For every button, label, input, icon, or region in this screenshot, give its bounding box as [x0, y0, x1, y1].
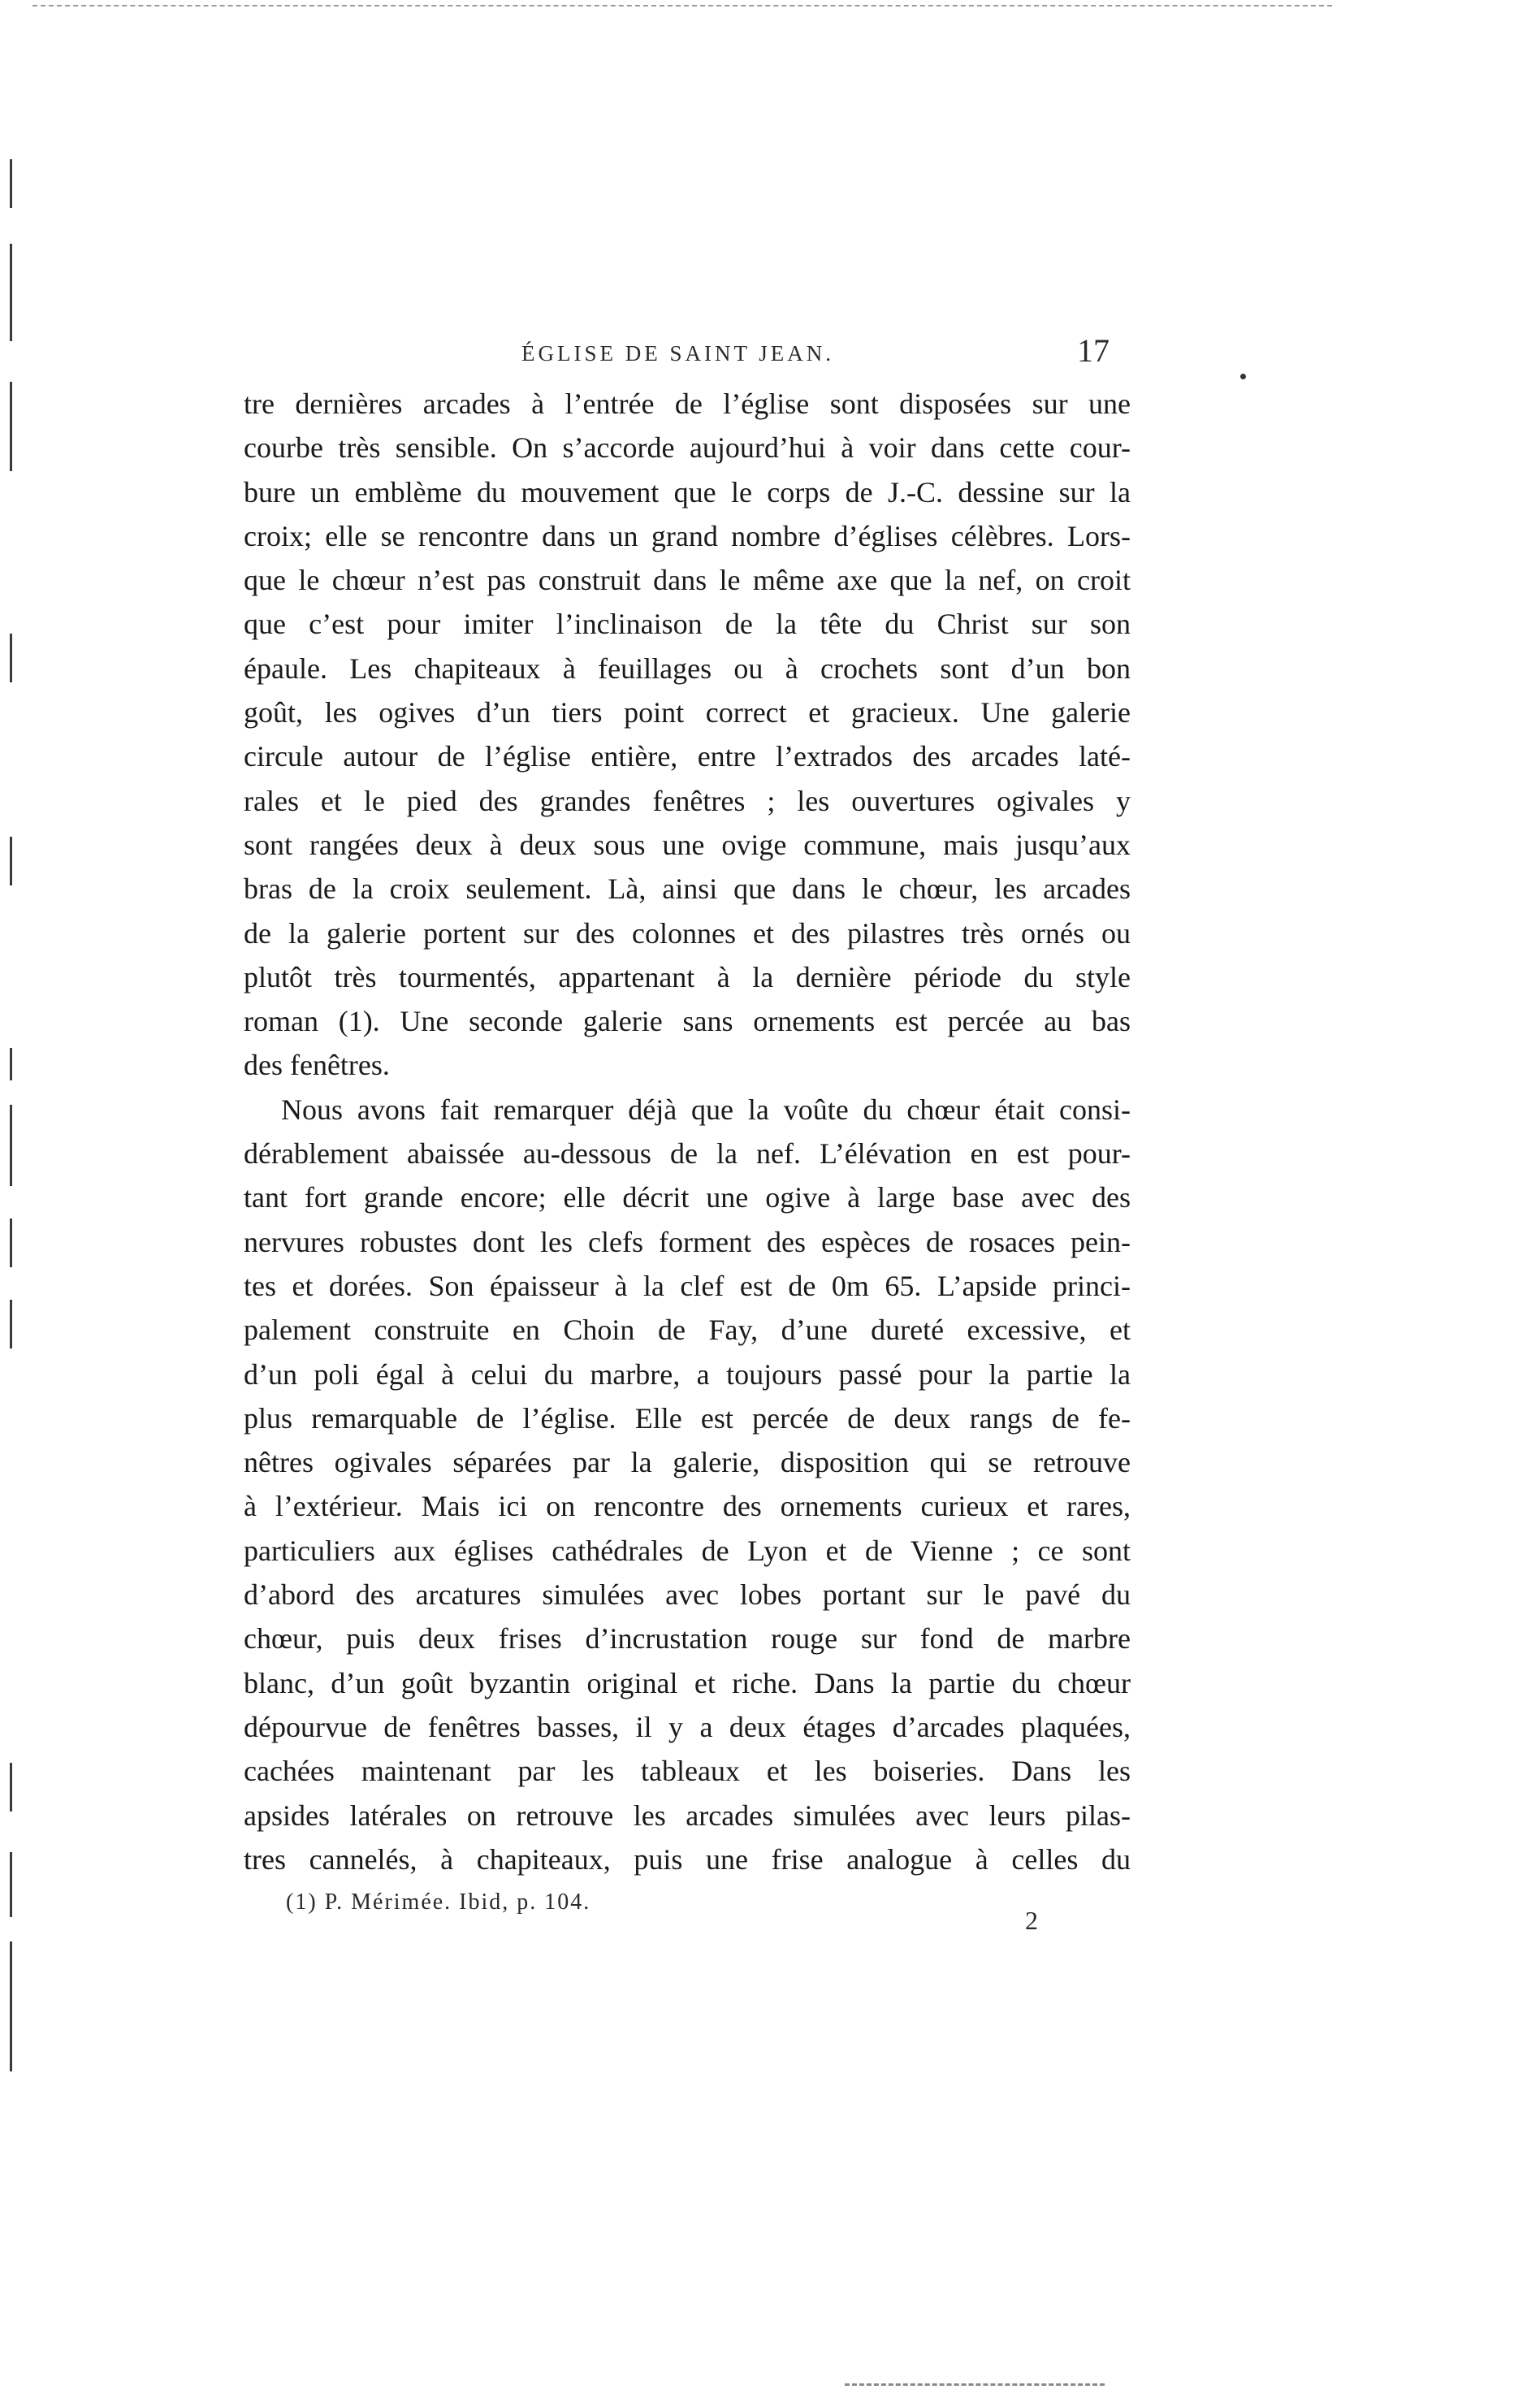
text-line: épaule. Les chapiteaux à feuillages ou à crochets sont d’un bon: [244, 651, 1131, 685]
scan-margin-mark: [10, 244, 12, 341]
text-line: tant fort grande encore; elle décrit une ogive à large base avec des: [244, 1181, 1131, 1214]
text-line: bras de la croix seulement. Là, ainsi que dans le chœur, les arcades: [244, 872, 1131, 906]
text-line: tre dernières arcades à l’entrée de l’église sont disposées sur une: [244, 387, 1131, 420]
text-line: plus remarquable de l’église. Elle est percée de deux rangs de fe-: [244, 1401, 1131, 1435]
text-line: d’abord des arcatures simulées avec lobes portant sur le pavé du: [244, 1578, 1131, 1612]
text-line: sont rangées deux à deux sous une ovige commune, mais jusqu’aux: [244, 828, 1131, 861]
text-line: cachées maintenant par les tableaux et les boiseries. Dans les: [244, 1755, 1131, 1788]
text-line: tres cannelés, à chapiteaux, puis une frise analogue à celles du: [244, 1842, 1131, 1876]
text-line: courbe très sensible. On s’accorde aujourd’hui à voir dans cette cour-: [244, 431, 1131, 465]
running-head: [244, 331, 1137, 380]
text-line: palement construite en Choin de Fay, d’une dureté excessive, et: [244, 1314, 1131, 1347]
text-line: bure un emblème du mouvement que le corps de J.-C. dessine sur la: [244, 475, 1131, 509]
footnote: (1) P. Mérimée. Ibid, p. 104.: [286, 1889, 591, 1915]
scan-margin-mark: [10, 382, 12, 471]
scan-margin-mark: [10, 634, 12, 682]
text-line: plutôt très tourmentés, appartenant à la dernière période du style: [244, 960, 1131, 993]
page-number: 17: [1077, 332, 1110, 369]
text-line: particuliers aux églises cathédrales de Lyon et de Vienne ; ce sont: [244, 1534, 1131, 1567]
text-line: d’un poli égal à celui du marbre, a toujours passé pour la partie la: [244, 1357, 1131, 1391]
scan-margin-mark: [10, 1300, 12, 1348]
text-line: que c’est pour imiter l’inclinaison de la tête du Christ sur son: [244, 608, 1131, 641]
text-line: Nous avons fait remarquer déjà que la voûte du chœur était consi-: [281, 1093, 1131, 1126]
running-title: ÉGLISE DE SAINT JEAN.: [521, 341, 834, 366]
scan-margin-mark: [10, 1105, 12, 1186]
text-line: goût, les ogives d’un tiers point correct et gracieux. Une galerie: [244, 696, 1131, 729]
text-line: nêtres ogivales séparées par la galerie, disposition qui se retrouve: [244, 1446, 1131, 1479]
text-line: à l’extérieur. Mais ici on rencontre des ornements curieux et rares,: [244, 1490, 1131, 1523]
body-text: [244, 382, 1131, 1881]
text-line: tes et dorées. Son épaisseur à la clef est de 0m 65. L’apside princi-: [244, 1269, 1131, 1302]
text-line: de la galerie portent sur des colonnes et des pilastres très ornés ou: [244, 916, 1131, 950]
scan-margin-mark: [10, 1763, 12, 1811]
signature-mark: 2: [1025, 1906, 1038, 1935]
text-line: dérablement abaissée au-dessous de la nef. L’élévation en est pour-: [244, 1137, 1131, 1171]
scan-margin-mark: [10, 159, 12, 208]
text-line: nervures robustes dont les clefs forment des espèces de rosaces pein-: [244, 1225, 1131, 1258]
scan-margin-mark: [10, 1852, 12, 1917]
scan-margin-mark: [10, 837, 12, 885]
scan-margin-mark: [10, 2015, 12, 2071]
ink-dot-mark: [1240, 374, 1246, 379]
text-line: rales et le pied des grandes fenêtres ; les ouvertures ogivales y: [244, 784, 1131, 817]
text-line: roman (1). Une seconde galerie sans ornements est percée au bas: [244, 1005, 1131, 1038]
text-line: dépourvue de fenêtres basses, il y a deux étages d’arcades plaquées,: [244, 1710, 1131, 1743]
scan-edge-rule-bottom: [845, 2383, 1105, 2386]
text-line: que le chœur n’est pas construit dans le même axe que la nef, on croit: [244, 564, 1131, 597]
scan-margin-mark: [10, 1941, 12, 2015]
text-line: chœur, puis deux frises d’incrustation rouge sur fond de marbre: [244, 1622, 1131, 1656]
text-line: blanc, d’un goût byzantin original et riche. Dans la partie du chœur: [244, 1666, 1131, 1699]
scan-margin-mark: [10, 1048, 12, 1080]
text-line: croix; elle se rencontre dans un grand nombre d’églises célèbres. Lors-: [244, 519, 1131, 552]
text-line: apsides latérales on retrouve les arcades simulées avec leurs pilas-: [244, 1798, 1131, 1832]
text-line: circule autour de l’église entière, entre l’extrados des arcades laté-: [244, 740, 1131, 773]
text-line: des fenêtres.: [244, 1049, 390, 1082]
scan-margin-mark: [10, 1218, 12, 1267]
scan-edge-rule-top: [32, 5, 1332, 6]
